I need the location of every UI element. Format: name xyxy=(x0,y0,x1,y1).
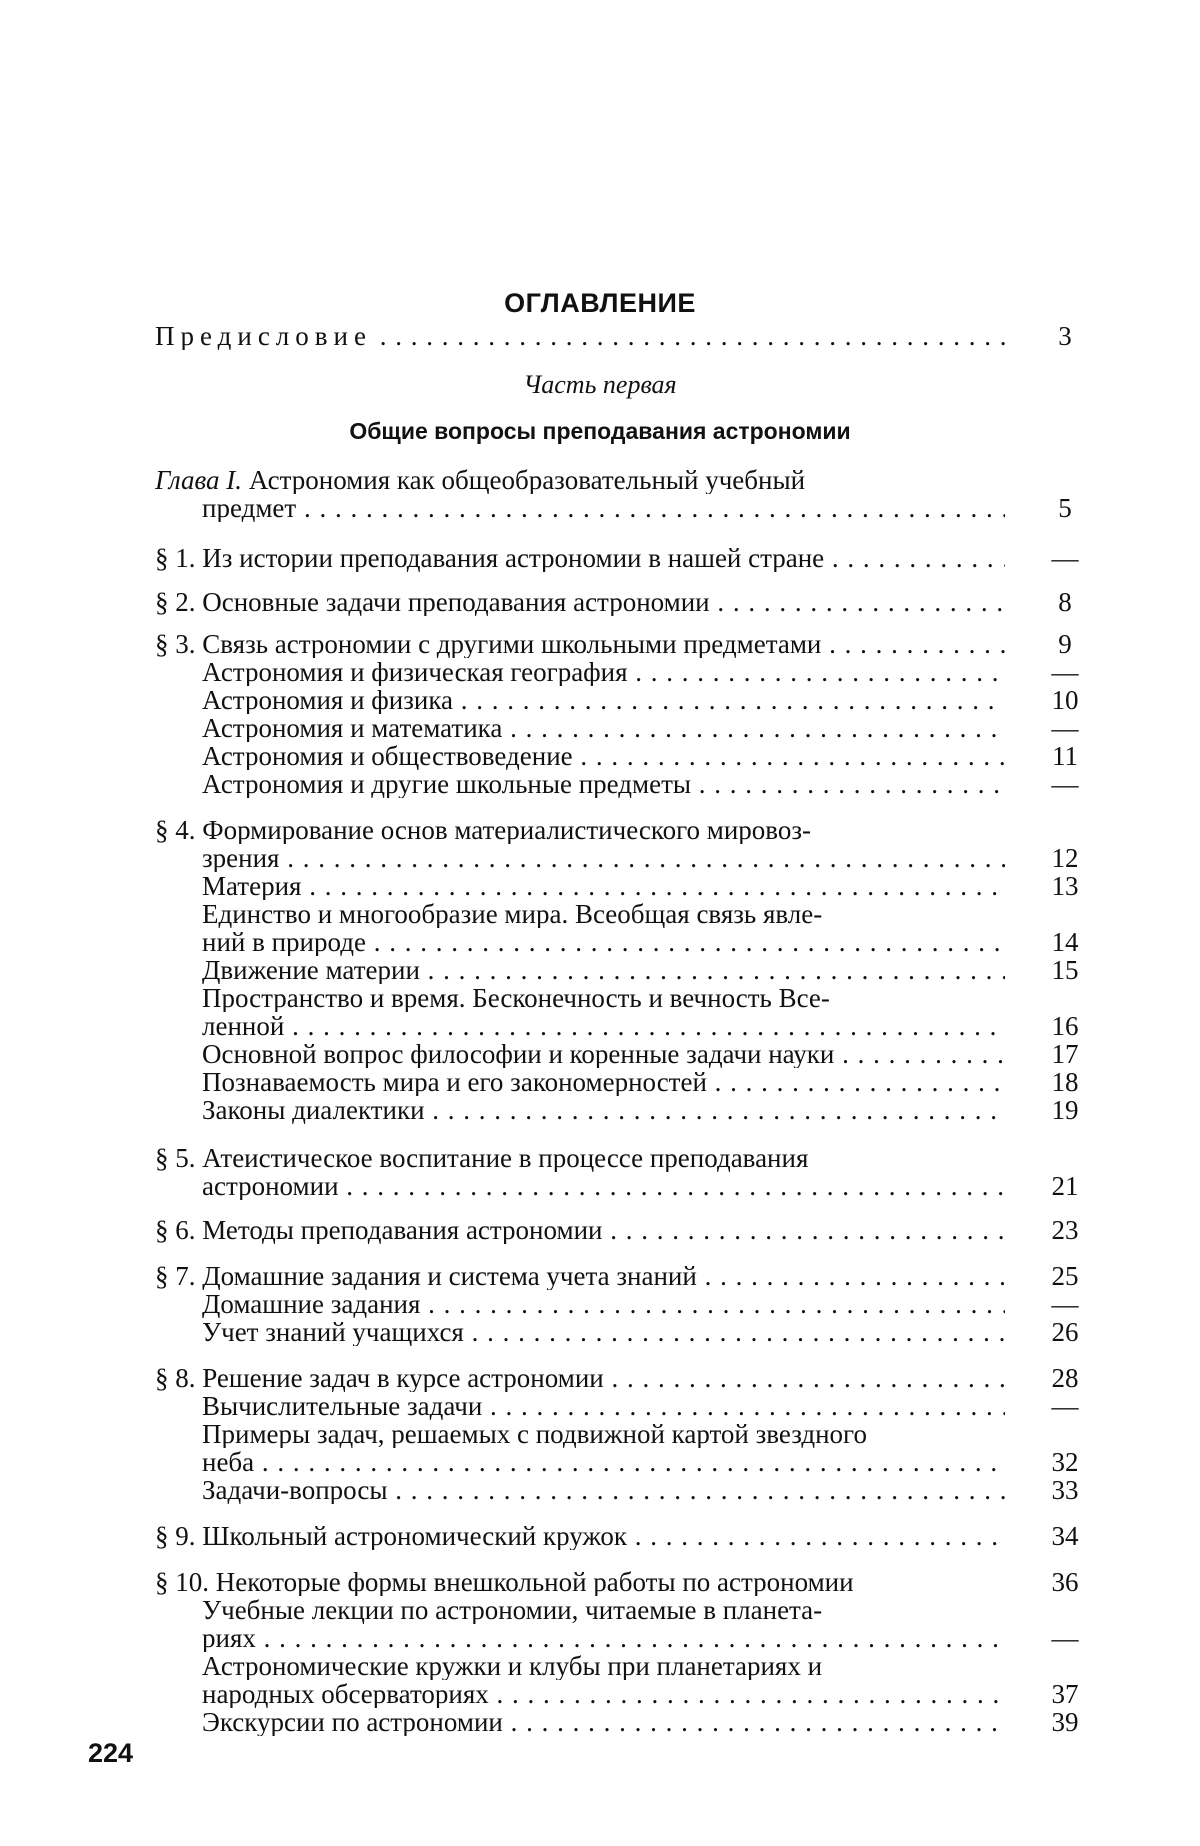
toc-page-number: 25 xyxy=(1051,1261,1079,1291)
toc-page-number: 3 xyxy=(1058,321,1072,351)
toc-label: Законы диалектики . . . xyxy=(202,1096,1005,1124)
toc-label: Астрономические кружки и клубы при планетариях и xyxy=(202,1652,823,1680)
toc-page-number: 34 xyxy=(1051,1521,1079,1551)
chapter-title-text: Астрономия как общеобразовательный учебный xyxy=(248,466,806,494)
toc-label: Пространство и время. Бесконечность и вечность Все- xyxy=(202,984,830,1012)
toc-label: Материя . . . xyxy=(202,872,1005,900)
toc-label: § 2. Основные задачи преподавания астрономии . . . xyxy=(155,588,1005,616)
toc-page-number: 26 xyxy=(1051,1317,1079,1347)
toc-label: Домашние задания . . . xyxy=(202,1290,1005,1318)
toc-page-number: 8 xyxy=(1058,587,1072,617)
toc-label: § 8. Решение задач в курсе астрономии . . . xyxy=(155,1364,1005,1392)
toc-heading: ОГЛАВЛЕНИЕ xyxy=(504,288,696,318)
toc-label: Единство и многообразие мира. Всеобщая связь явле- xyxy=(202,900,823,928)
part-subtitle: Общие вопросы преподавания астрономии xyxy=(349,418,851,444)
chapter-title-line1 xyxy=(155,466,1005,494)
toc-label: Предисловие . . . xyxy=(155,322,1005,350)
toc-label: Астрономия и физическая география . . . xyxy=(202,658,1005,686)
toc-label: § 7. Домашние задания и система учета знаний . . . xyxy=(155,1262,1005,1290)
toc-label: § 1. Из истории преподавания астрономии в нашей стране . . . xyxy=(155,544,1005,572)
toc-page-number: — xyxy=(1051,769,1079,799)
toc-label: риях . . . xyxy=(202,1624,1005,1652)
toc-label: Экскурсии по астрономии . . . xyxy=(202,1708,1005,1736)
toc-page-number: 11 xyxy=(1052,741,1078,771)
toc-page-number: 32 xyxy=(1051,1447,1079,1477)
toc-label: Учет знаний учащихся . . . xyxy=(202,1318,1005,1346)
toc-page-number: — xyxy=(1051,657,1079,687)
toc-label: Задачи-вопросы . . . xyxy=(202,1476,1005,1504)
toc-label: § 9. Школьный астрономический кружок . . . xyxy=(155,1522,1005,1550)
toc-page-number: 33 xyxy=(1051,1475,1079,1505)
toc-page-number: — xyxy=(1051,543,1079,573)
toc-label: Примеры задач, решаемых с подвижной картой звездного xyxy=(202,1420,867,1448)
toc-label: Движение материи . . . xyxy=(202,956,1005,984)
toc-label: § 3. Связь астрономии с другими школьными предметами . . . xyxy=(155,630,1005,658)
toc-page-number: 39 xyxy=(1051,1707,1079,1737)
toc-label: Астрономия и математика . . . xyxy=(202,714,1005,742)
toc-label: § 5. Атеистическое воспитание в процессе преподавания xyxy=(155,1144,809,1172)
toc-label: Познаваемость мира и его закономерностей . . . xyxy=(202,1068,1005,1096)
toc-label: неба . . . xyxy=(202,1448,1005,1476)
toc-page-number: 36 xyxy=(1051,1567,1079,1597)
toc-page-number: — xyxy=(1051,1391,1079,1421)
toc-page-number: 21 xyxy=(1051,1171,1079,1201)
toc-label: Астрономия и физика . . . xyxy=(202,686,1005,714)
toc-page-number: 13 xyxy=(1051,871,1079,901)
toc-page-number: 10 xyxy=(1051,685,1079,715)
toc-label: Астрономия и другие школьные предметы . . . xyxy=(202,770,1005,798)
toc-label: Учебные лекции по астрономии, читаемые в планета- xyxy=(202,1596,823,1624)
chapter-prefix: Глава I. xyxy=(155,466,243,494)
toc-page-number: 37 xyxy=(1051,1679,1079,1709)
part-title: Часть первая xyxy=(523,370,677,399)
toc-page-number: 12 xyxy=(1051,843,1079,873)
toc-label: Вычислительные задачи . . . xyxy=(202,1392,1005,1420)
toc-label: Основной вопрос философии и коренные задачи науки . . . xyxy=(202,1040,1005,1068)
toc-label: зрения . . . xyxy=(202,844,1005,872)
toc-label: ленной . . . xyxy=(202,1012,1005,1040)
toc-label: § 4. Формирование основ материалистического мировоз- xyxy=(155,816,811,844)
toc-page-number: — xyxy=(1051,1623,1079,1653)
toc-page-number: 17 xyxy=(1051,1039,1079,1069)
toc-label: астрономии . . . xyxy=(202,1172,1005,1200)
toc-page-number: 14 xyxy=(1051,927,1079,957)
toc-page-number: 16 xyxy=(1051,1011,1079,1041)
toc-page-number: — xyxy=(1051,1289,1079,1319)
toc-page-number: 5 xyxy=(1058,493,1072,523)
toc-page-number: 19 xyxy=(1051,1095,1079,1125)
toc-page-number: 18 xyxy=(1051,1067,1079,1097)
toc-label: § 10. Некоторые формы внешкольной работы по астрономии xyxy=(155,1568,854,1596)
toc-page-number: 28 xyxy=(1051,1363,1079,1393)
toc-label: Астрономия и обществоведение . . . xyxy=(202,742,1005,770)
toc-page-number: 23 xyxy=(1051,1215,1079,1245)
page-number: 224 xyxy=(88,1738,134,1768)
toc-label: народных обсерваториях . . . xyxy=(202,1680,1005,1708)
toc-label: ний в природе . . . xyxy=(202,928,1005,956)
toc-label: § 6. Методы преподавания астрономии . . . xyxy=(155,1216,1005,1244)
chapter-title-line2: предмет . . . xyxy=(202,494,1005,522)
toc-page-number: — xyxy=(1051,713,1079,743)
toc-page-number: 9 xyxy=(1058,629,1072,659)
toc-page-number: 15 xyxy=(1051,955,1079,985)
